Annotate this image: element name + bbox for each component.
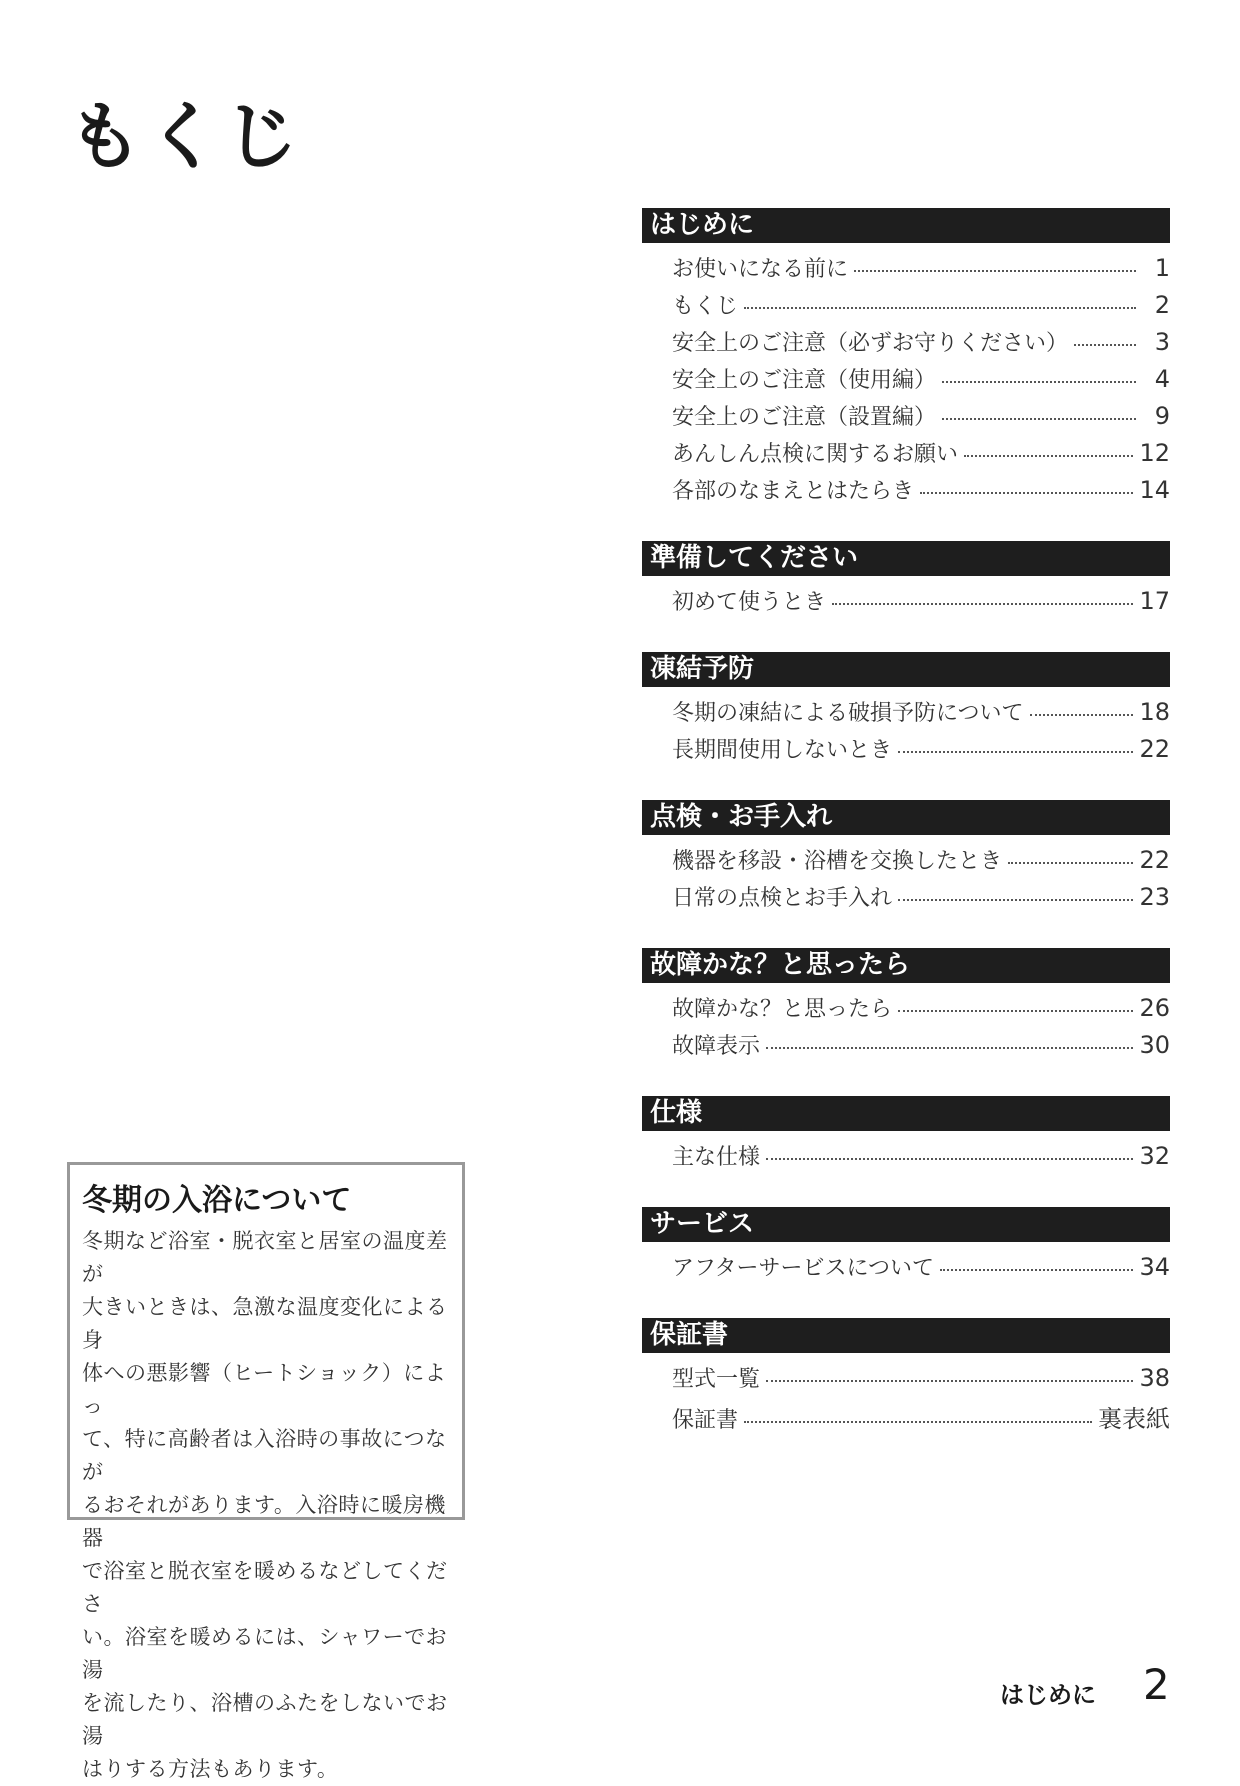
toc-entry-page: 22 xyxy=(1139,735,1170,763)
toc-section-header: 準備してください xyxy=(642,541,1170,576)
notice-body xyxy=(82,1225,450,1786)
notice-title: 冬期の入浴について xyxy=(82,1183,352,1218)
notice-line: 大きいときは、急激な温度変化による身 xyxy=(82,1295,448,1352)
toc-entry-title: 安全上のご注意（必ずお守りください） xyxy=(672,331,1069,356)
toc-section-header: 凍結予防 xyxy=(642,652,1170,687)
table-of-contents xyxy=(642,208,1170,1466)
toc-entry[interactable] xyxy=(642,474,1170,511)
toc-entry[interactable] xyxy=(642,326,1170,363)
toc-entry-page: 2 xyxy=(1154,291,1170,319)
toc-entry-page: 裏表紙 xyxy=(1098,1405,1170,1433)
notice-line: 体への悪影響（ヒートショック）によっ xyxy=(82,1361,447,1418)
toc-entry-page: 23 xyxy=(1139,883,1170,911)
toc-entry-page: 14 xyxy=(1139,476,1170,504)
toc-entry-page: 22 xyxy=(1139,846,1170,874)
notice-line: て、特に高齢者は入浴時の事故につなが xyxy=(82,1427,447,1484)
notice-line: 冬期など浴室・脱衣室と居室の温度差が xyxy=(82,1229,448,1286)
toc-entry-page: 12 xyxy=(1139,439,1170,467)
toc-section-header: 保証書 xyxy=(642,1318,1170,1353)
toc-entry-title: 各部のなまえとはたらき xyxy=(672,479,915,504)
toc-entry[interactable] xyxy=(642,1140,1170,1177)
toc-entry[interactable] xyxy=(642,289,1170,326)
toc-leader-dots xyxy=(744,1420,1092,1423)
toc-entry-title: 初めて使うとき xyxy=(672,590,827,615)
toc-section xyxy=(642,541,1170,622)
toc-leader-dots xyxy=(832,602,1133,605)
toc-entry[interactable] xyxy=(642,696,1170,733)
toc-section xyxy=(642,1207,1170,1288)
notice-line: い。浴室を暖めるには、シャワーでお湯 xyxy=(82,1625,448,1682)
notice-line: はりする方法もあります。 xyxy=(82,1757,339,1781)
toc-entry-title: アフターサービスについて xyxy=(672,1256,935,1281)
toc-entry[interactable] xyxy=(642,1029,1170,1066)
toc-entry-page: 34 xyxy=(1139,1253,1170,1281)
toc-leader-dots xyxy=(766,1379,1133,1382)
toc-entry[interactable] xyxy=(642,585,1170,622)
toc-section-header: はじめに xyxy=(642,208,1170,243)
toc-section xyxy=(642,1096,1170,1177)
toc-entry-title: 機器を移設・浴槽を交換したとき xyxy=(672,849,1003,874)
toc-section-header: 仕様 xyxy=(642,1096,1170,1131)
toc-entry-title: 安全上のご注意（使用編） xyxy=(672,368,937,393)
toc-entry-title: あんしん点検に関するお願い xyxy=(672,442,959,467)
toc-leader-dots xyxy=(1008,861,1133,864)
toc-leader-dots xyxy=(1030,713,1134,716)
toc-leader-dots xyxy=(942,417,1136,420)
toc-entry[interactable] xyxy=(642,1251,1170,1288)
toc-entry-title: 冬期の凍結による破損予防について xyxy=(672,701,1024,726)
toc-entry[interactable] xyxy=(642,363,1170,400)
notice-line: るおそれがあります。入浴時に暖房機器 xyxy=(82,1493,446,1550)
page-title: もくじ xyxy=(68,94,302,180)
toc-entry[interactable] xyxy=(642,1362,1170,1399)
toc-entry[interactable] xyxy=(642,252,1170,289)
toc-leader-dots xyxy=(898,898,1133,901)
toc-leader-dots xyxy=(744,306,1136,309)
toc-section xyxy=(642,1318,1170,1436)
toc-leader-dots xyxy=(942,380,1136,383)
notice-line: で浴室と脱衣室を暖めるなどしてくださ xyxy=(82,1559,448,1616)
notice-line: を流したり、浴槽のふたをしないでお湯 xyxy=(82,1691,448,1748)
toc-entry-page: 26 xyxy=(1139,994,1170,1022)
toc-entry[interactable] xyxy=(642,400,1170,437)
toc-section-header: 点検・お手入れ xyxy=(642,800,1170,835)
toc-section-header: サービス xyxy=(642,1207,1170,1242)
toc-entry-title: 安全上のご注意（設置編） xyxy=(672,405,937,430)
toc-leader-dots xyxy=(766,1157,1133,1160)
toc-section xyxy=(642,800,1170,918)
winter-bathing-notice xyxy=(67,1162,465,1781)
toc-section xyxy=(642,652,1170,770)
toc-entry-page: 18 xyxy=(1139,698,1170,726)
toc-entry-page: 38 xyxy=(1139,1364,1170,1392)
toc-entry-page: 9 xyxy=(1154,402,1170,430)
toc-entry-title: 主な仕様 xyxy=(672,1145,761,1170)
toc-section xyxy=(642,208,1170,511)
toc-entry[interactable] xyxy=(642,437,1170,474)
toc-entry-page: 3 xyxy=(1154,328,1170,356)
footer-section-label: はじめに xyxy=(1000,1681,1096,1709)
toc-entry-page: 1 xyxy=(1154,254,1170,282)
toc-entry-title: 故障表示 xyxy=(672,1034,761,1059)
toc-section-header: 故障かな？と思ったら xyxy=(642,948,1170,983)
footer-page-number: 2 xyxy=(1143,1660,1170,1709)
toc-entry-title: もくじ xyxy=(672,294,739,319)
toc-entry-title: 故障かな？と思ったら xyxy=(672,997,893,1022)
toc-entry-title: 日常の点検とお手入れ xyxy=(672,886,893,911)
toc-leader-dots xyxy=(964,454,1133,457)
toc-entry-title: 型式一覧 xyxy=(672,1367,761,1392)
toc-leader-dots xyxy=(940,1268,1133,1271)
toc-leader-dots xyxy=(854,269,1136,272)
toc-leader-dots xyxy=(1074,343,1136,346)
toc-entry-page: 17 xyxy=(1139,587,1170,615)
toc-section xyxy=(642,948,1170,1066)
toc-entry-page: 30 xyxy=(1139,1031,1170,1059)
toc-entry[interactable] xyxy=(642,881,1170,918)
toc-entry-title: 長期間使用しないとき xyxy=(672,738,893,763)
toc-entry-page: 32 xyxy=(1139,1142,1170,1170)
toc-entry-title: 保証書 xyxy=(672,1408,739,1433)
toc-leader-dots xyxy=(920,491,1133,494)
toc-entry[interactable] xyxy=(642,1399,1170,1436)
toc-entry[interactable] xyxy=(642,844,1170,881)
toc-leader-dots xyxy=(898,750,1133,753)
toc-entry-page: 4 xyxy=(1154,365,1170,393)
toc-entry-title: お使いになる前に xyxy=(672,257,849,282)
toc-entry[interactable] xyxy=(642,733,1170,770)
toc-leader-dots xyxy=(898,1009,1133,1012)
toc-entry[interactable] xyxy=(642,992,1170,1029)
toc-leader-dots xyxy=(766,1046,1133,1049)
